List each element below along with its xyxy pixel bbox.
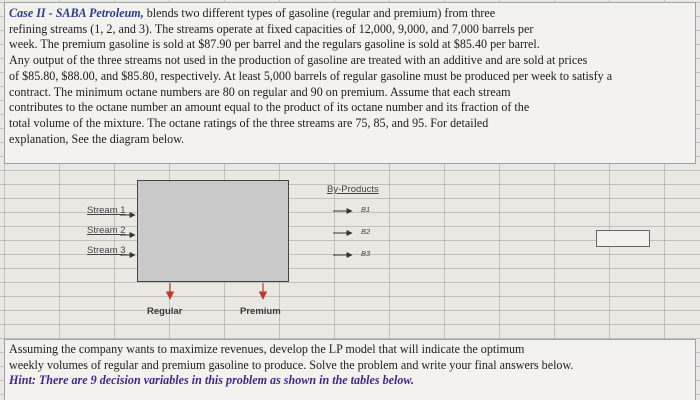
case-description bbox=[4, 2, 696, 164]
selected-cell[interactable] bbox=[596, 230, 650, 247]
premium-label: Premium bbox=[240, 306, 281, 317]
hint-text: Hint: There are 9 decision variables in this problem as shown in the tables below. bbox=[9, 373, 415, 387]
byproduct-3-label: B3 bbox=[361, 249, 371, 258]
case-text: refining streams (1, 2, and 3). The streams operate at fixed capacities of 12,000, 9,000, and 7,000 barrels per bbox=[9, 21, 534, 36]
blending-diagram bbox=[0, 168, 700, 340]
byproducts-label: By-Products bbox=[327, 184, 379, 195]
stream-1-label: Stream 1 bbox=[87, 205, 126, 216]
task-text: weekly volumes of regular and premium gasoline to produce. Solve the problem and write your final answers below. bbox=[9, 357, 574, 372]
case-text: contributes to the octane number an amount equal to the product of its octane number and its fraction of the bbox=[9, 100, 530, 115]
task-text: Assuming the company wants to maximize revenues, develop the LP model that will indicate the optimum bbox=[9, 342, 525, 356]
task-description bbox=[4, 339, 696, 400]
stream-2-label: Stream 2 bbox=[87, 225, 126, 236]
case-text: blends two different types of gasoline (regular and premium) from three bbox=[143, 6, 496, 20]
case-text: of $85.80, $88.00, and $85.80, respectively. At least 5,000 barrels of regular gasoline must be produced per week to satisfy a bbox=[9, 68, 613, 83]
case-text: explanation, See the diagram below. bbox=[9, 131, 185, 146]
regular-label: Regular bbox=[147, 306, 183, 317]
stream-3-label: Stream 3 bbox=[87, 245, 126, 256]
byproduct-2-label: B2 bbox=[361, 227, 371, 236]
case-text: total volume of the mixture. The octane ratings of the three streams are 75, 85, and 95. For detailed bbox=[9, 115, 489, 130]
case-text: Any output of the three streams not used in the production of gasoline are treated with an additive and are sold at prices bbox=[9, 53, 588, 68]
case-line-1 bbox=[9, 6, 691, 22]
case-title: Case II - SABA Petroleum, bbox=[9, 6, 144, 20]
case-text: contract. The minimum octane numbers are 80 on regular and 90 on premium. Assume that each stream bbox=[9, 84, 511, 99]
case-text: week. The premium gasoline is sold at $87.90 per barrel and the regulars gasoline is sold at $85.40 per barrel. bbox=[9, 37, 540, 52]
byproduct-1-label: B1 bbox=[361, 205, 371, 214]
